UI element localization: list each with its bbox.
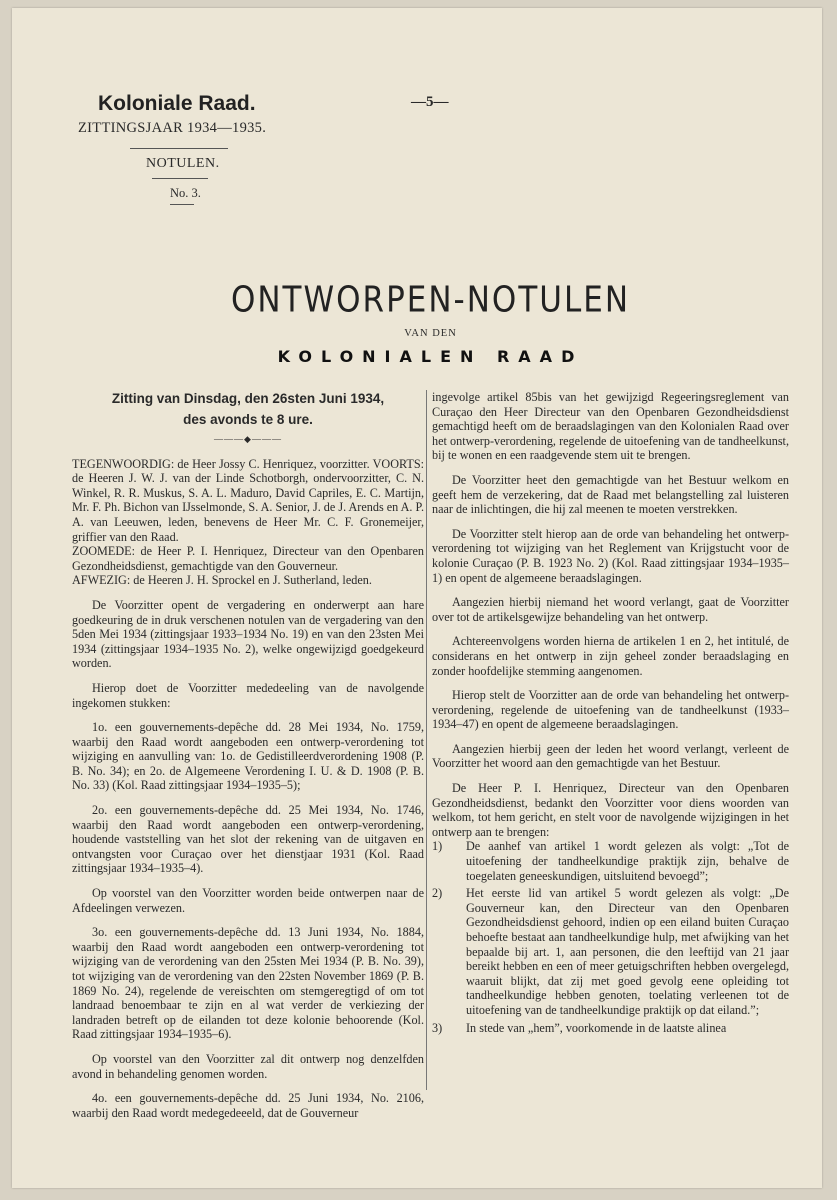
paragraph: De Voorzitter heet den gemachtigde van het Bestuur welkom en geeft hem de verzekering, dat de Raad met belangstelling zal luisteren naar de inlichtingen, die hij zal meenen te moeten verstrekken.: [432, 472, 789, 517]
attendance-absent: AFWEZIG: de Heeren J. H. Sprockel en J. Sutherland, leden.: [72, 573, 372, 588]
session-title: Zitting van Dinsdag, den 26sten Juni 1934,: [111, 391, 385, 406]
column-divider: [426, 390, 427, 1090]
paragraph: De Heer P. I. Henriquez, Directeur van den Openbaren Gezondheidsdienst, bedankt den Voorzitter voor diens woorden van welkom, tot hem gericht, en stelt voor de navolgende wijzigingen in het ontwerp aan te brengen:: [432, 781, 789, 839]
notulen-rule: [152, 178, 208, 179]
header-rule: [130, 148, 228, 149]
paragraph: 2o. een gouvernements-depêche dd. 25 Mei 1934, No. 1746, waarbij den Raad wordt aangeboden een ontwerp-verordening, houdende vaststelling van het slot der rekening van de uitgaven en ontvangsten voor Curaçao over het dienstjaar 1931 (Kol. Raad zittingsjaar 1934–1935–4).: [72, 803, 424, 876]
masthead-title: ONTWORPEN-NOTULEN: [230, 279, 631, 321]
list-item-number: 1): [432, 839, 443, 854]
header-session-year: ZITTINGSJAAR 1934—1935.: [78, 120, 267, 136]
list-item-text: Het eerste lid van artikel 5 wordt gelezen als volgt: „De Gouverneur kan, den Directeur van den Openbaren Gezondheidsdienst gehoord, indien op een eiland buiten Curaçao behoefte bestaat aan tandheelkundige hulp, met afwijking van het bepaalde bij art. 1, aan personen, die den leeftijd van 21 jaar bereikt hebben en een of meer getuigschriften hebben overgelegd, waaruit blijkt, dat zij met goed gevolg eene opleiding tot tandheelkundige hebben genoten, toelating verleenen tot de uitoefening van de tandheelkundige praktijk op dat eiland.”;: [466, 886, 789, 1017]
list-item-text: De aanhef van artikel 1 wordt gelezen als volgt: „Tot de uitoefening der tandheelkundige praktijk zijn, behalve de toegelaten geneeskundigen, uitsluitend bevoegd”;: [466, 839, 789, 883]
masthead-van-den: VAN DEN: [404, 328, 457, 339]
paragraph: Op voorstel van den Voorzitter zal dit ontwerp nog denzelfden avond in behandeling genomen worden.: [72, 1051, 424, 1081]
paragraph: Op voorstel van den Voorzitter worden beide ontwerpen naar de Afdeelingen verwezen.: [72, 886, 424, 915]
paragraph: Achtereenvolgens worden hierna de artikelen 1 en 2, het intitulé, de considerans en het ontwerp in zijn geheel zonder beraadslaging en zonder hoofdelijke stemming aangenomen.: [432, 634, 789, 678]
page-number: —5—: [411, 94, 449, 110]
list-item-number: 3): [432, 1020, 443, 1035]
paragraph: ingevolge artikel 85bis van het gewijzigd Regeeringsreglement van Curaçao den Heer Directeur van den Openbaren Gezondheidsdienst gemachtigd heeft om de beraadslagingen van den Kolonialen Raad over het ontwerp-verordening, regelende de uitoefening van de tandheelkunst, bij te wonen en een raadgevende stem uit te brengen.: [432, 390, 789, 463]
list-item: [432, 839, 789, 883]
paragraph: Hierop stelt de Voorzitter aan de orde van behandeling het ontwerp-verordening, regelende de uitoefening van de tandheelkunst (1933–1934–47) en opent de algemeene beraadslagingen.: [432, 688, 789, 732]
paragraph: 3o. een gouvernements-depêche dd. 13 Juni 1934, No. 1884, waarbij den Raad wordt aangeboden een ontwerp-verordening tot wijziging van de verordening van den 25sten Mei 1934 (P. B. No. 39), tot wijziging van de verordening van den 22sten November 1869 (P. B. 1869 No. 24), regelende de vereischten om stemgeregtigd of om tot landraad benoembaar te zijn en al wat verder de verkiezing der landraden betreft op de eilanden tot deze kolonie behoorende (Kol. Raad zittingsjaar 1934–1935–6).: [72, 925, 424, 1042]
attendance-present: TEGENWOORDIG: de Heer Jossy C. Henriquez, voorzitter. VOORTS: de Heeren J. W. J. van der Linde Schotborgh, ondervoorzitter, C. N. Winkel, R. R. Muskus, S. A. L. Maduro, David Capriles, E. C. Martijn, Mr. F. Ph. Bichon van IJsselmonde, S. A. Senior, J. de J. Arends en A. P. A. van Leeuwen, leden, benevens de Heer Mr. C. F. Gronemeijer, griffier van den Raad.: [72, 456, 424, 544]
list-item-text: In stede van „hem”, voorkomende in de laatste alinea: [466, 1020, 727, 1035]
session-subtitle: des avonds te 8 ure.: [183, 412, 313, 427]
paragraph: 4o. een gouvernements-depêche dd. 25 Juni 1934, No. 2106, waarbij den Raad wordt medegedeeeld, dat de Gouverneur: [72, 1091, 424, 1120]
right-column: [432, 390, 789, 1038]
paragraph: 1o. een gouvernements-depêche dd. 28 Mei 1934, No. 1759, waarbij den Raad wordt aangeboden een ontwerp-verordening tot wijziging en aanvulling van: 1o. de Gedistilleerdverordening 1908 (P. B. No. 34); en 2o. de Algemeene Verordening I. U. & D. 1908 (P. B. No. 33) (Kol. Raad zittingsjaar 1934–1935–5);: [72, 720, 424, 793]
list-item: [432, 886, 789, 1017]
ornament-divider: ———◆———: [214, 434, 282, 444]
masthead-raad: KOLONIALEN RAAD: [277, 347, 584, 366]
attendance-also: ZOOMEDE: de Heer P. I. Henriquez, Directeur van den Openbaren Gezondheidsdienst, gemachtigde van den Gouverneur.: [72, 544, 424, 573]
header-notulen: NOTULEN.: [146, 156, 220, 171]
list-item-number: 2): [432, 886, 443, 901]
paragraph: Aangezien hierbij geen der leden het woord verlangt, verleent de Voorzitter het woord aan den gemachtigde van het Bestuur.: [432, 741, 789, 771]
document-number: No. 3.: [170, 186, 201, 200]
left-column: [72, 390, 424, 1130]
number-rule: [170, 204, 194, 205]
paragraph: De Voorzitter stelt hierop aan de orde van behandeling het ontwerp-verordening tot wijziging van het Reglement van Krijgstucht voor de kolonie Curaçao (P. B. 1923 No. 2) (Kol. Raad zittingsjaar 1934–1935–1) en opent de algemeene beraadslagingen.: [432, 526, 789, 585]
paragraph: Aangezien hierbij niemand het woord verlangt, gaat de Voorzitter over tot de artikelsgewijze behandeling van het ontwerp.: [432, 595, 789, 624]
header-title: Koloniale Raad.: [98, 92, 256, 115]
amendment-list: [432, 839, 789, 1035]
paragraph: De Voorzitter opent de vergadering en onderwerpt aan hare goedkeuring de in druk verschenen notulen van de vergadering van den 5den Mei 1934 (zittingsjaar 1933–1934 No. 19) en van den 23sten Mei 1934 (zittingsjaar 1934–1935 No. 2), welke ongewijzigd goedgekeurd worden.: [72, 597, 424, 671]
document-page: [12, 8, 822, 1188]
paragraph: Hierop doet de Voorzitter mededeeling van de navolgende ingekomen stukken:: [72, 680, 424, 710]
list-item: [432, 1021, 789, 1036]
